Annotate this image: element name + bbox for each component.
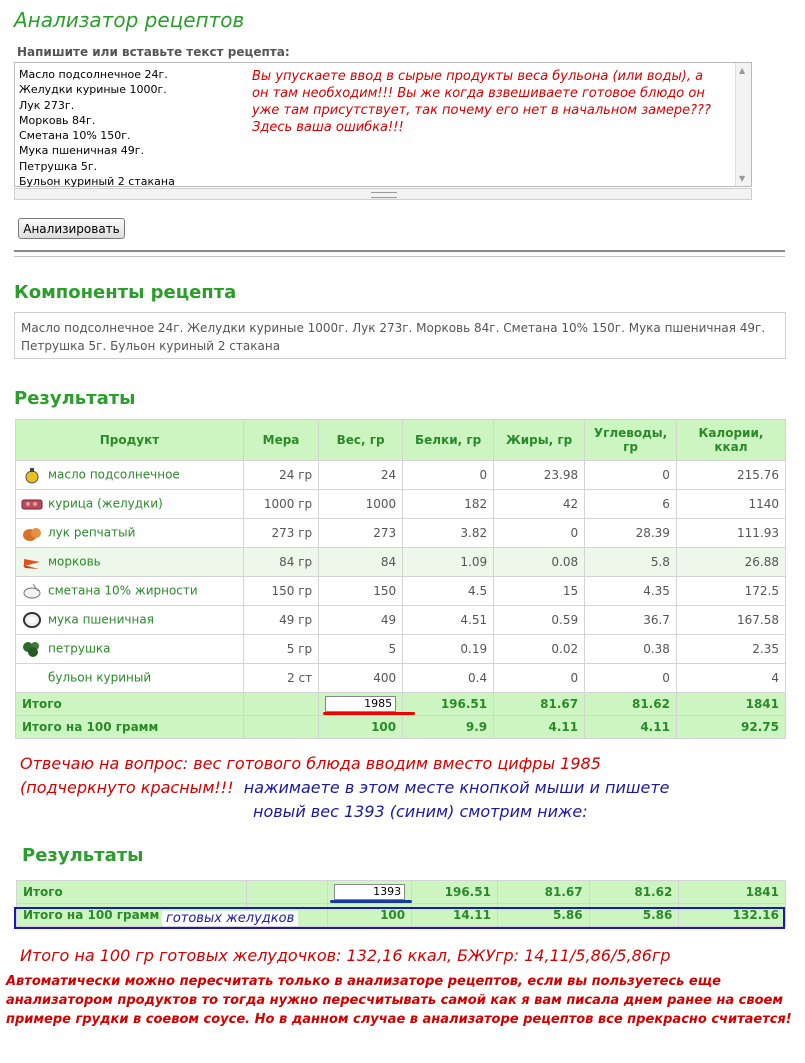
recipe-line: Мука пшеничная 49г. xyxy=(19,144,145,158)
kcal-cell: 111.93 xyxy=(676,519,785,548)
fat-cell: 0 xyxy=(494,519,585,548)
carbs-cell: 28.39 xyxy=(585,519,677,548)
recipe-line: Масло подсолнечное 24г. xyxy=(19,68,168,81)
chicken-gizzards-icon xyxy=(21,495,43,513)
parsley-icon xyxy=(21,640,43,658)
per100-protein: 9.9 xyxy=(403,716,494,739)
kcal-cell: 2.35 xyxy=(676,635,785,664)
kcal-cell: 26.88 xyxy=(676,548,785,577)
oil-bottle-icon xyxy=(21,466,43,484)
total-label: Итого xyxy=(16,693,244,716)
final-note: Автоматически можно пересчитать только в анализаторе рецептов, если вы пользуетесь еще анализатором продуктов то тогда нужно пересчитывать самой как я вам писала днем ранее на своем примере грудки в соевом соусе. Но в данном случае в анализаторе рецептов все прекрасно считается! xyxy=(6,974,792,1027)
total-weight-input[interactable]: 1985 xyxy=(325,696,396,712)
column-header: Мера xyxy=(243,420,318,461)
fat-cell: 0.02 xyxy=(494,635,585,664)
fat-cell: 23.98 xyxy=(494,461,585,490)
results-heading-2: Результаты xyxy=(22,845,144,866)
fat-cell: 0.59 xyxy=(494,606,585,635)
table-row xyxy=(16,519,786,548)
carbs-cell: 0 xyxy=(585,461,677,490)
product-link[interactable]: масло подсолнечное xyxy=(48,467,180,482)
column-header: Вес, гр xyxy=(319,420,403,461)
protein-cell: 0 xyxy=(403,461,494,490)
per100-kcal: 132.16 xyxy=(679,904,786,927)
per100-label: Итого на 100 грамм xyxy=(16,716,244,739)
measure-cell: 1000 гр xyxy=(243,490,318,519)
carbs-cell: 36.7 xyxy=(585,606,677,635)
weight-cell: 84 xyxy=(319,548,403,577)
fat-cell: 0 xyxy=(494,664,585,693)
kcal-cell: 172.5 xyxy=(676,577,785,606)
recipe-line: Бульон куриный 2 стакана xyxy=(19,175,175,189)
column-header: Углеводы, гр xyxy=(585,420,677,461)
fat-cell: 42 xyxy=(494,490,585,519)
column-header: Белки, гр xyxy=(403,420,494,461)
weight-cell: 24 xyxy=(319,461,403,490)
per100-carbs: 5.86 xyxy=(589,904,679,927)
results-heading: Результаты xyxy=(14,388,136,409)
divider xyxy=(14,256,785,257)
red-underline xyxy=(323,712,415,715)
fat-cell: 0.08 xyxy=(494,548,585,577)
table-row xyxy=(16,635,786,664)
per100-suffix: готовых желудков xyxy=(162,911,298,926)
textarea-scrollbar[interactable] xyxy=(735,63,751,186)
table-row xyxy=(16,664,786,693)
answer-blue-line: новый вес 1393 (синим) смотрим ниже: xyxy=(253,802,588,821)
per100-carbs: 4.11 xyxy=(585,716,677,739)
divider xyxy=(14,250,785,252)
total-measure-cell xyxy=(243,693,318,716)
weight-cell: 5 xyxy=(319,635,403,664)
per100-row xyxy=(16,716,786,739)
carbs-cell: 0.38 xyxy=(585,635,677,664)
recipe-text xyxy=(19,67,175,189)
per100-weight: 100 xyxy=(319,716,403,739)
sour-cream-bowl-icon xyxy=(21,582,43,600)
per100-label: Итого на 100 грамм xyxy=(17,904,247,927)
scroll-up-icon[interactable]: ▲ xyxy=(739,66,746,75)
total-protein: 196.51 xyxy=(412,881,498,904)
measure-cell: 49 гр xyxy=(243,606,318,635)
weight-cell: 49 xyxy=(319,606,403,635)
protein-cell: 0.19 xyxy=(403,635,494,664)
weight-cell: 150 xyxy=(319,577,403,606)
protein-cell: 4.51 xyxy=(403,606,494,635)
recipe-line: Лук 273г. xyxy=(19,98,75,112)
annotation-error-note: Вы упускаете ввод в сырые продукты веса бульона (или воды), а он там необходим!!! Вы же когда взвешиваете готовое блюдо он уже там присутствует, так почему его нет в начальном замере??? Здесь ваша ошибка!!! xyxy=(252,69,711,135)
recipe-line: Желудки куриные 1000г. xyxy=(19,83,167,97)
measure-cell: 273 гр xyxy=(243,519,318,548)
total-protein: 196.51 xyxy=(403,693,494,716)
blue-highlight-box xyxy=(14,907,785,929)
components-heading: Компоненты рецепта xyxy=(14,282,237,303)
table-row xyxy=(16,548,786,577)
total-fat: 81.67 xyxy=(497,881,589,904)
table-row xyxy=(16,577,786,606)
weight-cell: 1000 xyxy=(319,490,403,519)
product-link[interactable]: морковь xyxy=(48,554,101,569)
kcal-cell: 167.58 xyxy=(676,606,785,635)
total-fat: 81.67 xyxy=(494,693,585,716)
analyze-button[interactable]: Анализировать xyxy=(18,218,125,239)
total-kcal: 1841 xyxy=(676,693,785,716)
column-header: Калории, ккал xyxy=(676,420,785,461)
weight-cell: 273 xyxy=(319,519,403,548)
protein-cell: 4.5 xyxy=(403,577,494,606)
result-summary-note: Итого на 100 гр готовых желудочков: 132,16 ккал, БЖУгр: 14,11/5,86/5,86гр xyxy=(20,946,671,965)
total-label: Итого xyxy=(17,881,247,904)
protein-cell: 0.4 xyxy=(403,664,494,693)
table-row xyxy=(16,490,786,519)
total-carbs: 81.62 xyxy=(585,693,677,716)
weight-cell: 400 xyxy=(319,664,403,693)
table-header-row xyxy=(16,420,786,461)
measure-cell: 24 гр xyxy=(243,461,318,490)
measure-cell: 84 гр xyxy=(243,548,318,577)
product-link[interactable]: бульон куриный xyxy=(48,670,152,685)
measure-cell: 2 ст xyxy=(243,664,318,693)
product-link[interactable]: мука пшеничная xyxy=(48,612,154,627)
answer-note xyxy=(20,752,670,824)
measure-cell: 5 гр xyxy=(243,635,318,664)
carbs-cell: 5.8 xyxy=(585,548,677,577)
table-row xyxy=(16,606,786,635)
components-text: Масло подсолнечное 24г. Желудки куриные 1000г. Лук 273г. Морковь 84г. Сметана 10% 150г. Мука пшеничная 49г. Петрушка 5г. Бульон куриный 2 стакана xyxy=(14,312,786,359)
recipe-line: Морковь 84г. xyxy=(19,113,96,127)
answer-line: Отвечаю на вопрос: вес готового блюда вводим вместо цифры 1985 xyxy=(20,754,601,773)
carrot-icon xyxy=(21,553,43,571)
kcal-cell: 4 xyxy=(676,664,785,693)
column-header: Продукт xyxy=(16,420,244,461)
product-link[interactable]: сметана 10% жирности xyxy=(48,583,198,598)
fat-cell: 15 xyxy=(494,577,585,606)
protein-cell: 1.09 xyxy=(403,548,494,577)
total-weight-input[interactable]: 1393 xyxy=(334,884,405,900)
measure-cell: 150 гр xyxy=(243,577,318,606)
total-carbs: 81.62 xyxy=(589,881,679,904)
table-row xyxy=(16,461,786,490)
flour-bowl-icon xyxy=(21,611,43,629)
per100-fat: 4.11 xyxy=(494,716,585,739)
blue-underline xyxy=(330,900,412,903)
scroll-down-icon[interactable]: ▼ xyxy=(739,174,746,183)
recipe-input-label: Напишите или вставьте текст рецепта: xyxy=(17,45,290,59)
recipe-line: Петрушка 5г. xyxy=(19,159,98,173)
onion-icon xyxy=(21,524,43,542)
results-table xyxy=(15,419,786,739)
answer-blue-line: нажимаете в этом месте кнопкой мыши и пишете xyxy=(243,778,670,797)
protein-cell: 182 xyxy=(403,490,494,519)
product-link[interactable]: курица (желудки) xyxy=(48,496,163,511)
kcal-cell: 1140 xyxy=(676,490,785,519)
answer-line: (подчеркнуто красным!!! xyxy=(20,778,234,797)
carbs-cell: 4.35 xyxy=(585,577,677,606)
per100-protein: 14.11 xyxy=(412,904,498,927)
product-link[interactable]: лук репчатый xyxy=(48,525,136,540)
per100-kcal: 92.75 xyxy=(676,716,785,739)
carbs-cell: 0 xyxy=(585,664,677,693)
carbs-cell: 6 xyxy=(585,490,677,519)
per100-fat: 5.86 xyxy=(497,904,589,927)
total-measure-cell xyxy=(246,881,327,904)
product-link[interactable]: петрушка xyxy=(48,641,111,656)
per100-weight: 100 xyxy=(328,904,412,927)
recipe-line: Сметана 10% 150г. xyxy=(19,129,131,143)
total-kcal: 1841 xyxy=(679,881,786,904)
textarea-resize-grip[interactable] xyxy=(14,188,752,200)
page-title: Анализатор рецептов xyxy=(14,8,245,32)
column-header: Жиры, гр xyxy=(494,420,585,461)
blank-icon xyxy=(21,669,43,687)
protein-cell: 3.82 xyxy=(403,519,494,548)
per100-measure-cell xyxy=(243,716,318,739)
kcal-cell: 215.76 xyxy=(676,461,785,490)
